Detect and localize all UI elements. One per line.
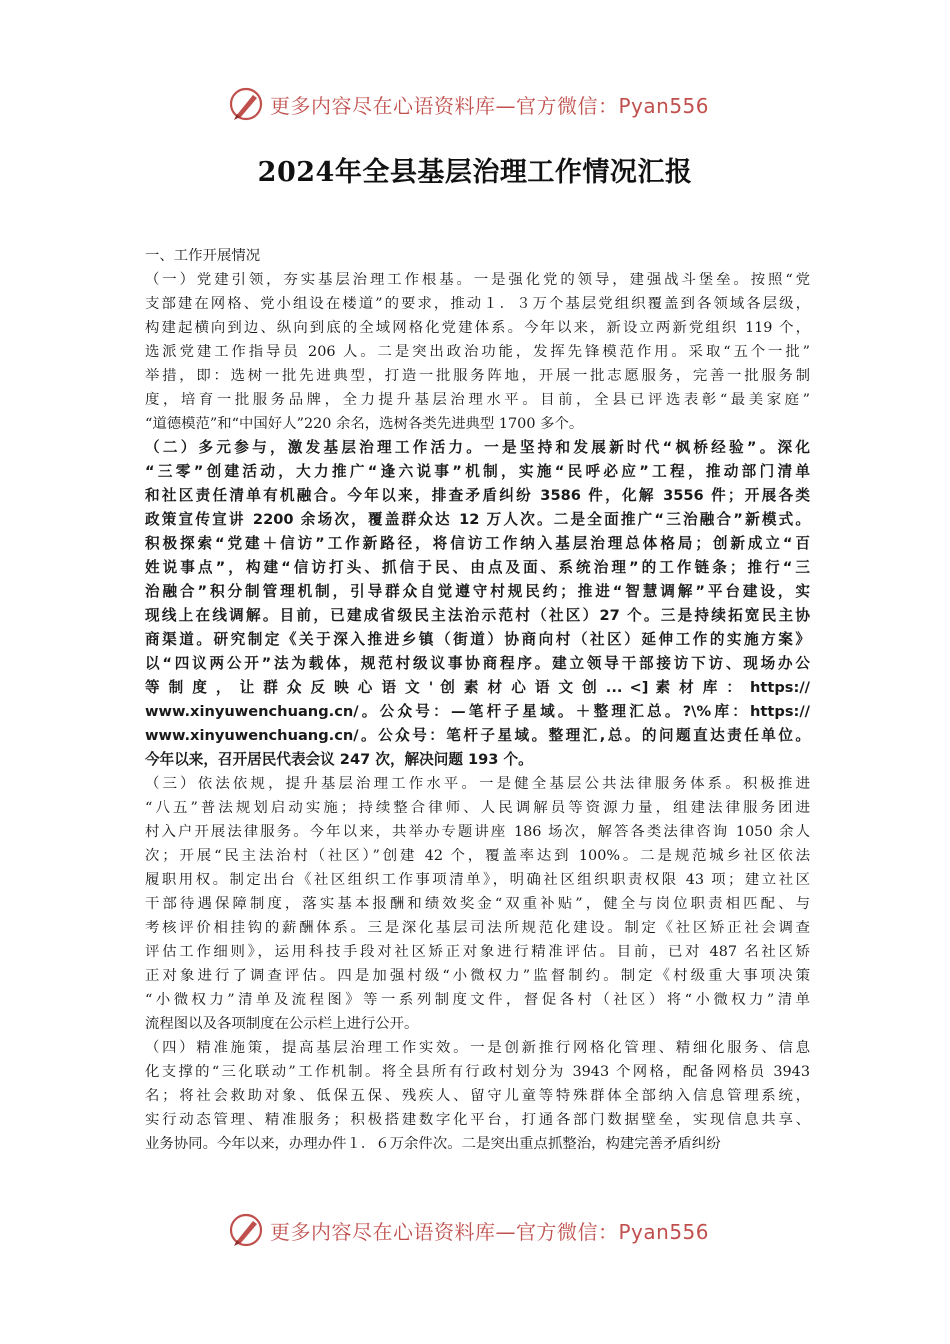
text-line: 履职用权。制定出台《社区组织工作事项清单》，明确社区组织职责权限 43 项；建立社区 [145, 872, 810, 888]
text-line: www.xinyuwenchuang.cn/。公众号：笔杆子星域。整理汇,总。的问题直达责任单位。 [145, 727, 810, 744]
document-title: 2024年全县基层治理工作情况汇报 [257, 157, 693, 188]
text-line: 商渠道。研究制定《关于深入推进乡镇（街道）协商向村（社区）延伸工作的实施方案》 [145, 631, 810, 648]
watermark-text: 更多内容尽在心语资料库—官方微信：Pyan556 [270, 1219, 710, 1244]
text-line: 考核评价相挂钩的薪酬体系。三是深化基层司法所规范化建设。制定《社区矫正社会调查 [145, 920, 810, 936]
text-line: “三零”创建活动，大力推广“逢六说事”机制，实施“民呼必应”工程，推动部门清单 [145, 463, 810, 480]
text-line: 村入户开展法律服务。今年以来，共举办专题讲座 186 场次，解答各类法律咨询 1050 余人 [145, 824, 810, 840]
pen-logo-icon [228, 86, 264, 122]
document-body [145, 244, 810, 1156]
text-line: 评估工作细则》，运用科技手段对社区矫正对象进行精准评估。目前，已对 487 名社区矫 [145, 944, 810, 960]
text-line: （四）精准施策，提高基层治理工作实效。一是创新推行网格化管理、精细化服务、信息 [145, 1040, 810, 1056]
text-line: 举措，即：选树一批先进典型，打造一批服务阵地，开展一批志愿服务，完善一批服务制 [145, 368, 810, 384]
text-line: （二）多元参与，激发基层治理工作活力。一是坚持和发展新时代“枫桥经验”。深化 [145, 439, 810, 456]
section-3-paragraph [145, 772, 810, 1036]
text-line: 次；开展“民主法治村（社区）”创建 42 个，覆盖率达到 100%。二是规范城乡社区依法 [145, 848, 810, 864]
section-4-paragraph [145, 1036, 810, 1156]
text-line: 选派党建工作指导员 206 人。二是突出政治功能，发挥先锋模范作用。采取“五个一批” [145, 344, 810, 360]
text-line: 流程图以及各项制度在公示栏上进行公开。 [145, 1016, 419, 1032]
text-line: 和社区责任清单有机融合。今年以来，排查矛盾纠纷 3586 件，化解 3556 件；开展各类 [145, 487, 810, 504]
text-line: 现线上在线调解。目前，已建成省级民主法治示范村（社区）27 个。三是持续拓宽民主协 [145, 607, 810, 624]
text-line: 支部建在网格、党小组设在楼道”的要求，推动１．３万个基层党组织覆盖到各领域各层级， [145, 296, 810, 312]
text-line: 积极探索“党建＋信访”工作新路径，将信访工作纳入基层治理总体格局；创新成立“百 [145, 535, 810, 552]
text-line: 业务协同。今年以来，办理办件１．６万余件次。二是突出重点抓整治，构建完善矛盾纠纷 [145, 1136, 721, 1152]
text-line: 实行动态管理、精准服务；积极搭建数字化平台，打通各部门数据壁垒，实现信息共享、 [145, 1112, 810, 1128]
text-line: 度，培育一批服务品牌，全力提升基层治理水平。目前，全县已评选表彰“最美家庭” [145, 392, 810, 408]
text-line: 构建起横向到边、纵向到底的全域网格化党建体系。今年以来，新设立两新党组织 119 个， [145, 320, 810, 336]
text-line: 等 制 度 ， 让 群 众 反 映 心 语 文 ' 创 素 材 心 语 文 创 ... <] 素 材 库 ： https:// [145, 679, 810, 696]
text-line: 姓说事点”，构建“信访打头、抓信于民、由点及面、系统治理”的工作链条；推行“三 [145, 559, 810, 576]
watermark-text: 更多内容尽在心语资料库—官方微信：Pyan556 [270, 93, 710, 118]
text-line: “道德模范”和“中国好人”220 余名，选树各类先进典型 1700 多个。 [145, 416, 584, 432]
section-1-paragraph [145, 268, 810, 436]
text-line: 化支撑的“三化联动”工作机制。将全县所有行政村划分为 3943 个网格，配备网格员 3943 [145, 1064, 810, 1080]
text-line: 治融合”积分制管理机制，引导群众自觉遵守村规民约；推进“智慧调解”平台建设，实 [145, 583, 810, 600]
text-line: 干部待遇保障制度，落实基本报酬和绩效奖金“双重补贴”，健全与岗位职责相匹配、与 [145, 896, 810, 912]
text-line: 正对象进行了调查评估。四是加强村级“小微权力”监督制约。制定《村级重大事项决策 [145, 968, 810, 984]
text-line: “八五”普法规划启动实施；持续整合律师、人民调解员等资源力量，组建法律服务团进 [145, 800, 810, 816]
text-line: 政策宣传宣讲 2200 余场次，覆盖群众达 12 万人次。二是全面推广“三治融合”新模式。 [145, 511, 810, 528]
pen-logo-icon [228, 1212, 264, 1248]
text-line: （一）党建引领，夯实基层治理工作根基。一是强化党的领导，建强战斗堡垒。按照“党 [145, 272, 810, 288]
section-heading: 一、工作开展情况 [145, 248, 261, 264]
text-line: （三）依法依规，提升基层治理工作水平。一是健全基层公共法律服务体系。积极推进 [145, 776, 810, 792]
text-line: www.xinyuwenchuang.cn/。公众号：—笔杆子星域。＋整理汇总。?\%库：https:// [145, 703, 810, 720]
text-line: 名；将社会救助对象、低保五保、残疾人、留守儿童等特殊群体全部纳入信息管理系统， [145, 1088, 810, 1104]
top-watermark-banner [228, 84, 709, 124]
text-line: “小微权力”清单及流程图》等一系列制度文件，督促各村（社区）将“小微权力”清单 [145, 992, 810, 1008]
text-line: 以“四议两公开”法为载体，规范村级议事协商程序。建立领导干部接访下访、现场办公 [145, 655, 810, 672]
text-line: 今年以来，召开居民代表会议 247 次，解决问题 193 个。 [145, 751, 533, 768]
bottom-watermark-banner [228, 1210, 709, 1250]
section-2-paragraph [145, 436, 810, 772]
